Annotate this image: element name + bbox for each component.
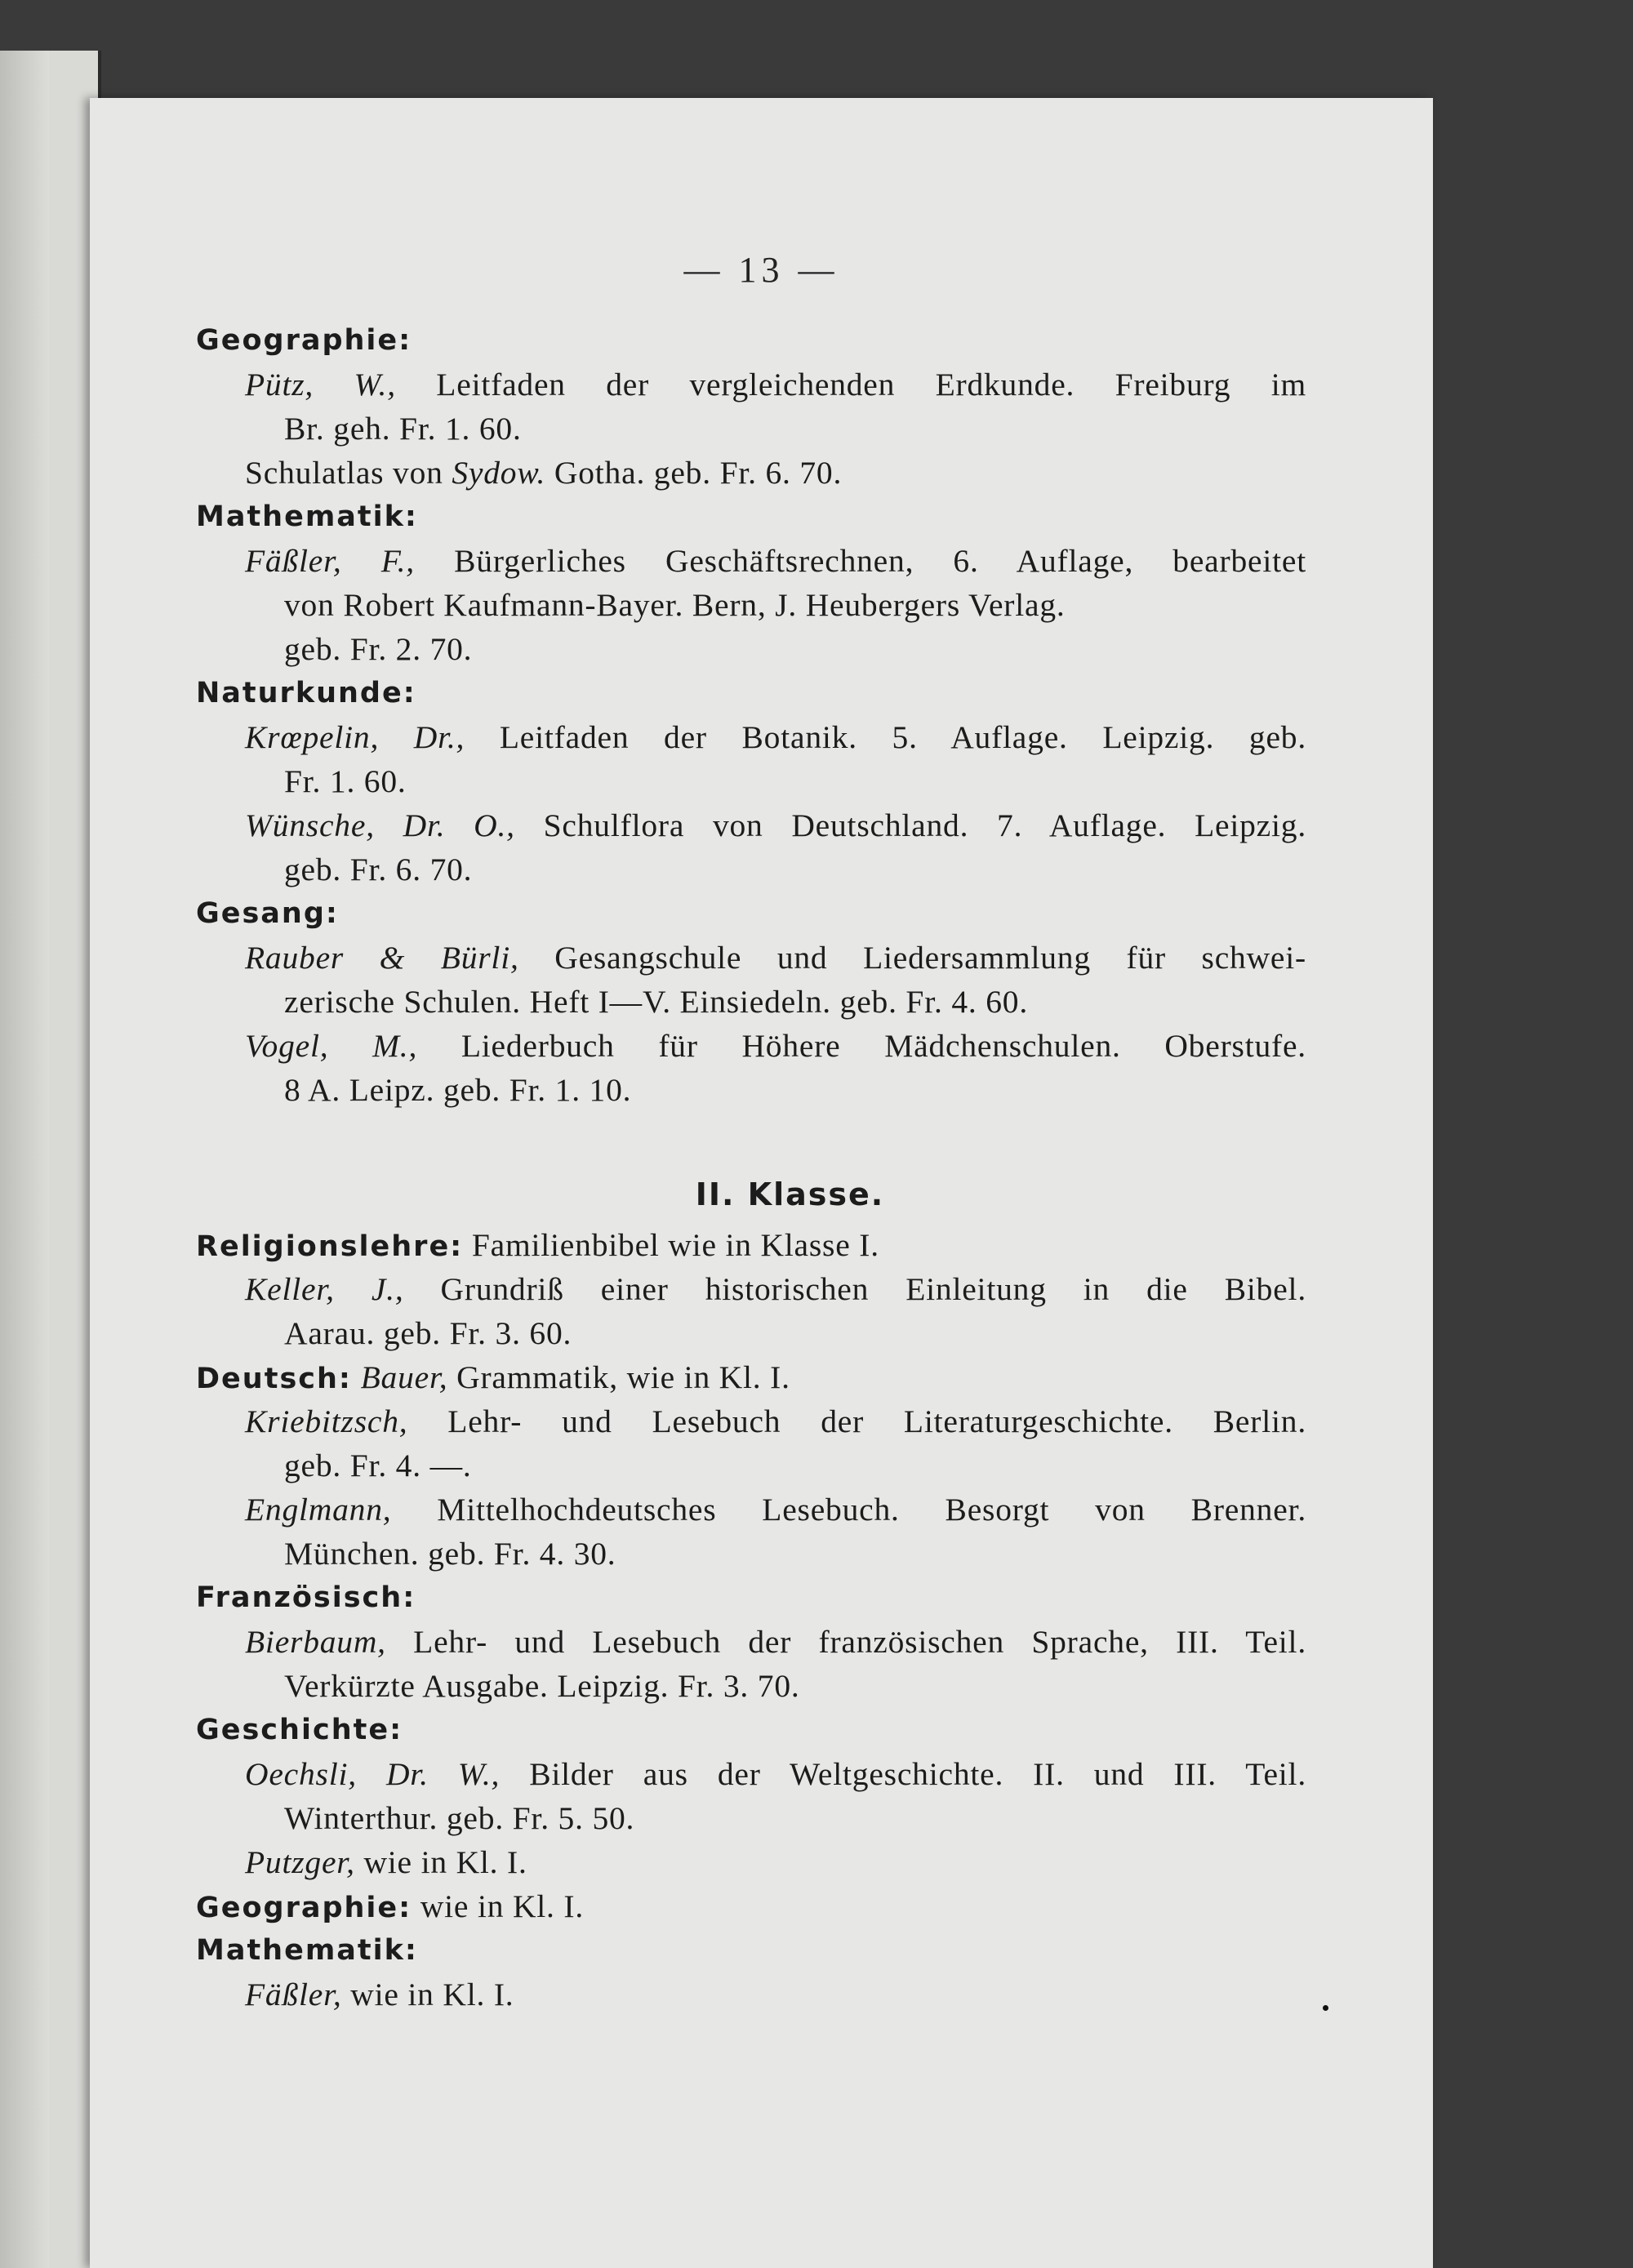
entry-line-2: Br. geh. Fr. 1. 60. <box>284 411 522 447</box>
subject-heading <box>196 1928 1306 1972</box>
entry-line-3: geb. Fr. 2. 70. <box>284 631 473 667</box>
entry-line-2: 8 A. Leipz. geb. Fr. 1. 10. <box>284 1072 632 1108</box>
book-details: Grundriß einer historischen Einleitung in die Bibel. <box>403 1271 1307 1307</box>
entry-line-1 <box>196 1399 1306 1443</box>
book-author: Rauber & Bürli, <box>245 940 519 976</box>
previous-page-edge <box>0 51 101 2268</box>
subject-name: Mathematik: <box>196 500 418 533</box>
subject-name: Mathematik: <box>196 1934 418 1967</box>
book-author: Pütz, W., <box>245 367 396 402</box>
book-author: Englmann, <box>245 1492 392 1528</box>
book-entry <box>196 451 1306 495</box>
book-entry <box>196 715 1306 803</box>
book-details: Leitfaden der Botanik. 5. Auflage. Leipzig. geb. <box>465 719 1307 755</box>
book-details: Mittelhochdeutsches Lesebuch. Besorgt von Brenner. <box>391 1492 1306 1528</box>
book-author: Krœpelin, Dr., <box>245 719 465 755</box>
subject-name: Geschichte: <box>196 1714 403 1746</box>
book-author: Fäßler, <box>245 1977 342 2012</box>
subject-name: Geographie: <box>196 1892 412 1924</box>
book-author: Vogel, M., <box>245 1028 418 1064</box>
subject-heading <box>196 1884 1306 1928</box>
entry-line-2: geb. Fr. 6. 70. <box>284 852 473 887</box>
book-author: Kriebitzsch, <box>245 1403 408 1439</box>
entry-line-1 <box>196 715 1306 759</box>
subject-name: Französisch: <box>196 1581 416 1614</box>
subject-heading <box>196 318 1306 362</box>
entry-line-2: zerische Schulen. Heft I—V. Einsiedeln. geb. Fr. 4. 60. <box>284 984 1028 1020</box>
entry-line-1 <box>196 1972 1306 2017</box>
book-author: Keller, J., <box>245 1271 404 1307</box>
page-content <box>196 318 1306 2017</box>
subject-name: Gesang: <box>196 897 339 930</box>
entry-line-2: von Robert Kaufmann-Bayer. Bern, J. Heubergers Verlag. <box>284 587 1066 623</box>
entry-line-1 <box>196 1267 1306 1311</box>
book-page <box>90 98 1433 2268</box>
entry-line-1 <box>196 1620 1306 1664</box>
page-number: — 13 — <box>683 250 839 290</box>
book-details: Gesangschule und Liedersammlung für schwei- <box>518 940 1306 976</box>
book-entry <box>196 1399 1306 1488</box>
entry-line-1 <box>196 803 1306 847</box>
book-details: Schulflora von Deutschland. 7. Auflage. Leipzig. <box>514 807 1307 843</box>
entry-line-1 <box>196 1488 1306 1532</box>
subject-name: Geographie: <box>196 324 412 357</box>
book-entry <box>196 936 1306 1024</box>
book-entry <box>196 1840 1306 1884</box>
entry-line-2: München. geb. Fr. 4. 30. <box>284 1536 616 1572</box>
entry-line-1 <box>196 936 1306 980</box>
book-details: wie in Kl. I. <box>354 1844 527 1880</box>
entry-line-2: geb. Fr. 4. —. <box>284 1448 472 1483</box>
subject-heading <box>196 671 1306 715</box>
entry-line-1 <box>196 1752 1306 1796</box>
book-entry <box>196 1267 1306 1355</box>
book-entry <box>196 1972 1306 2017</box>
book-details: Liederbuch für Höhere Mädchenschulen. Oberstufe. <box>417 1028 1306 1064</box>
book-entry <box>196 1752 1306 1840</box>
entry-line-1 <box>196 362 1306 407</box>
section-title: II. Klasse. <box>695 1176 885 1212</box>
entry-line-2: Winterthur. geb. Fr. 5. 50. <box>284 1800 635 1836</box>
book-details: wie in Kl. I. <box>412 1888 585 1924</box>
book-list-klasse-ii <box>196 1223 1306 2017</box>
book-entry <box>196 362 1306 451</box>
book-details: Bilder aus der Weltgeschichte. II. und III. Teil. <box>500 1756 1307 1792</box>
entry-line-2: Aarau. geb. Fr. 3. 60. <box>284 1315 572 1351</box>
book-entry <box>196 803 1306 892</box>
subject-heading <box>196 1355 1306 1399</box>
book-author: Oechsli, Dr. W., <box>245 1756 501 1792</box>
ink-speck <box>1323 2005 1328 2011</box>
book-details: Familienbibel wie in Klasse I. <box>463 1227 879 1263</box>
subject-heading <box>196 1576 1306 1620</box>
book-author: Wünsche, Dr. O., <box>245 807 515 843</box>
entry-line-2: Verkürzte Ausgabe. Leipzig. Fr. 3. 70. <box>284 1668 800 1704</box>
subject-heading <box>196 1223 1306 1267</box>
book-details: Lehr- und Lesebuch der Literaturgeschichte. Berlin. <box>407 1403 1306 1439</box>
book-entry <box>196 1024 1306 1112</box>
book-author: Putzger, <box>245 1844 355 1880</box>
entry-line-1 <box>196 539 1306 583</box>
book-list-klasse-i <box>196 318 1306 1112</box>
book-details: wie in Kl. I. <box>341 1977 514 2012</box>
book-author: Fäßler, F., <box>245 543 415 579</box>
subject-name: Naturkunde: <box>196 677 416 709</box>
book-entry <box>196 1488 1306 1576</box>
book-details: Grammatik, wie in Kl. I. <box>447 1359 790 1395</box>
subject-name: Religionslehre: <box>196 1230 464 1263</box>
entry-line-1 <box>196 1024 1306 1068</box>
entry-line-1 <box>196 1840 1306 1884</box>
book-author: Bauer, <box>351 1359 448 1395</box>
book-details: Leitfaden der vergleichenden Erdkunde. Freiburg im <box>395 367 1306 402</box>
book-details: Lehr- und Lesebuch der französischen Sprache, III. Teil. <box>385 1624 1306 1660</box>
subject-heading <box>196 892 1306 936</box>
book-entry <box>196 539 1306 671</box>
subject-heading <box>196 495 1306 539</box>
subject-name: Deutsch: <box>196 1363 352 1395</box>
entry-line-2: Fr. 1. 60. <box>284 763 407 799</box>
entry-prefix: Schulatlas von <box>245 455 452 491</box>
book-details: Bürgerliches Geschäftsrechnen, 6. Auflage, bearbeitet <box>414 543 1306 579</box>
book-author: Bierbaum, <box>245 1624 386 1660</box>
book-author: Sydow. <box>452 455 546 491</box>
entry-line-1 <box>196 451 1306 495</box>
subject-heading <box>196 1708 1306 1752</box>
book-entry <box>196 1620 1306 1708</box>
book-details: Gotha. geb. Fr. 6. 70. <box>545 455 843 491</box>
